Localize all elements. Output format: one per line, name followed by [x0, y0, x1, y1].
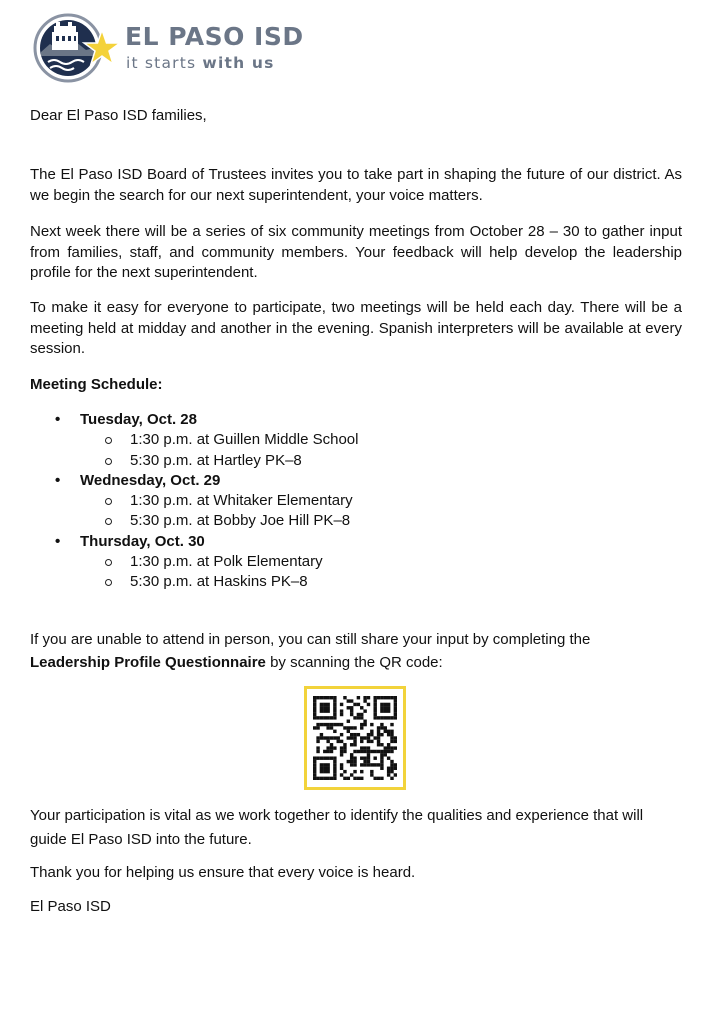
- schedule-session: [30, 572, 682, 592]
- schedule-session: [30, 552, 682, 572]
- el-paso-isd-emblem-icon: [30, 12, 130, 84]
- schedule-day: [30, 471, 682, 491]
- schedule-day: [30, 532, 682, 552]
- thanks-line: Thank you for helping us ensure that every voice is heard.: [30, 864, 416, 881]
- schedule-session-text: 1:30 p.m. at Whitaker Elementary: [130, 492, 353, 510]
- district-logo: [30, 12, 304, 84]
- schedule-day-label: Tuesday, Oct. 28: [80, 411, 197, 428]
- schedule-session: [30, 430, 682, 450]
- questionnaire-name: Leadership Profile Questionnaire: [30, 654, 266, 671]
- paragraph-participation: To make it easy for everyone to participate, two meetings will be held each day. There will be a meeting held at midday and another in the evening. Spanish interpreters will be available at every session.: [30, 299, 682, 357]
- paragraph-meetings: Next week there will be a series of six community meetings from October 28 – 30 to gather input from families, staff, and community members. Your feedback will help develop the leadership profile for the next superintendent.: [30, 223, 682, 281]
- schedule-day-label: Wednesday, Oct. 29: [80, 471, 221, 489]
- tagline-part-1: it starts: [126, 54, 203, 72]
- hollow-circle-bullet: [105, 559, 112, 566]
- paragraph-vital: Your participation is vital as we work together to identify the qualities and experience that will guide El Paso ISD into the future.: [30, 807, 644, 848]
- schedule-session-text: 5:30 p.m. at Bobby Joe Hill PK–8: [130, 512, 351, 530]
- qr-code-frame: [304, 686, 406, 790]
- filled-bullet: •: [55, 532, 61, 550]
- meeting-schedule-list: [30, 410, 682, 593]
- schedule-heading: Meeting Schedule:: [30, 376, 163, 393]
- paragraph-remote: [30, 628, 682, 674]
- schedule-session-text: 5:30 p.m. at Hartley PK–8: [130, 451, 302, 469]
- hollow-circle-bullet: [105, 518, 112, 525]
- hollow-circle-bullet: [105, 579, 112, 586]
- qr-code-icon: [313, 696, 397, 780]
- schedule-day: [30, 410, 682, 430]
- schedule-session: [30, 451, 682, 471]
- remote-line-1: If you are unable to attend in person, you can still share your input by completing the: [30, 631, 591, 648]
- schedule-day-label: Thursday, Oct. 30: [80, 532, 205, 550]
- schedule-session-text: 5:30 p.m. at Haskins PK–8: [130, 573, 308, 591]
- org-name: EL PASO ISD: [125, 22, 304, 51]
- schedule-session: [30, 511, 682, 531]
- hollow-circle-bullet: [105, 498, 112, 505]
- hollow-circle-bullet: [105, 458, 112, 465]
- schedule-session-text: 1:30 p.m. at Guillen Middle School: [130, 431, 359, 449]
- paragraph-invitation: The El Paso ISD Board of Trustees invites you to take part in shaping the future of our district. As we begin the search for our next superintendent, your voice matters.: [30, 166, 682, 204]
- org-tagline: [126, 54, 275, 72]
- filled-bullet: •: [55, 411, 61, 428]
- tagline-part-2: with us: [202, 54, 275, 72]
- filled-bullet: •: [55, 471, 61, 489]
- schedule-session-text: 1:30 p.m. at Polk Elementary: [130, 553, 323, 571]
- remote-line-2: by scanning the QR code:: [265, 654, 443, 671]
- greeting: Dear El Paso ISD families,: [30, 107, 207, 124]
- schedule-session: [30, 491, 682, 511]
- signature: El Paso ISD: [30, 898, 111, 915]
- hollow-circle-bullet: [105, 437, 112, 444]
